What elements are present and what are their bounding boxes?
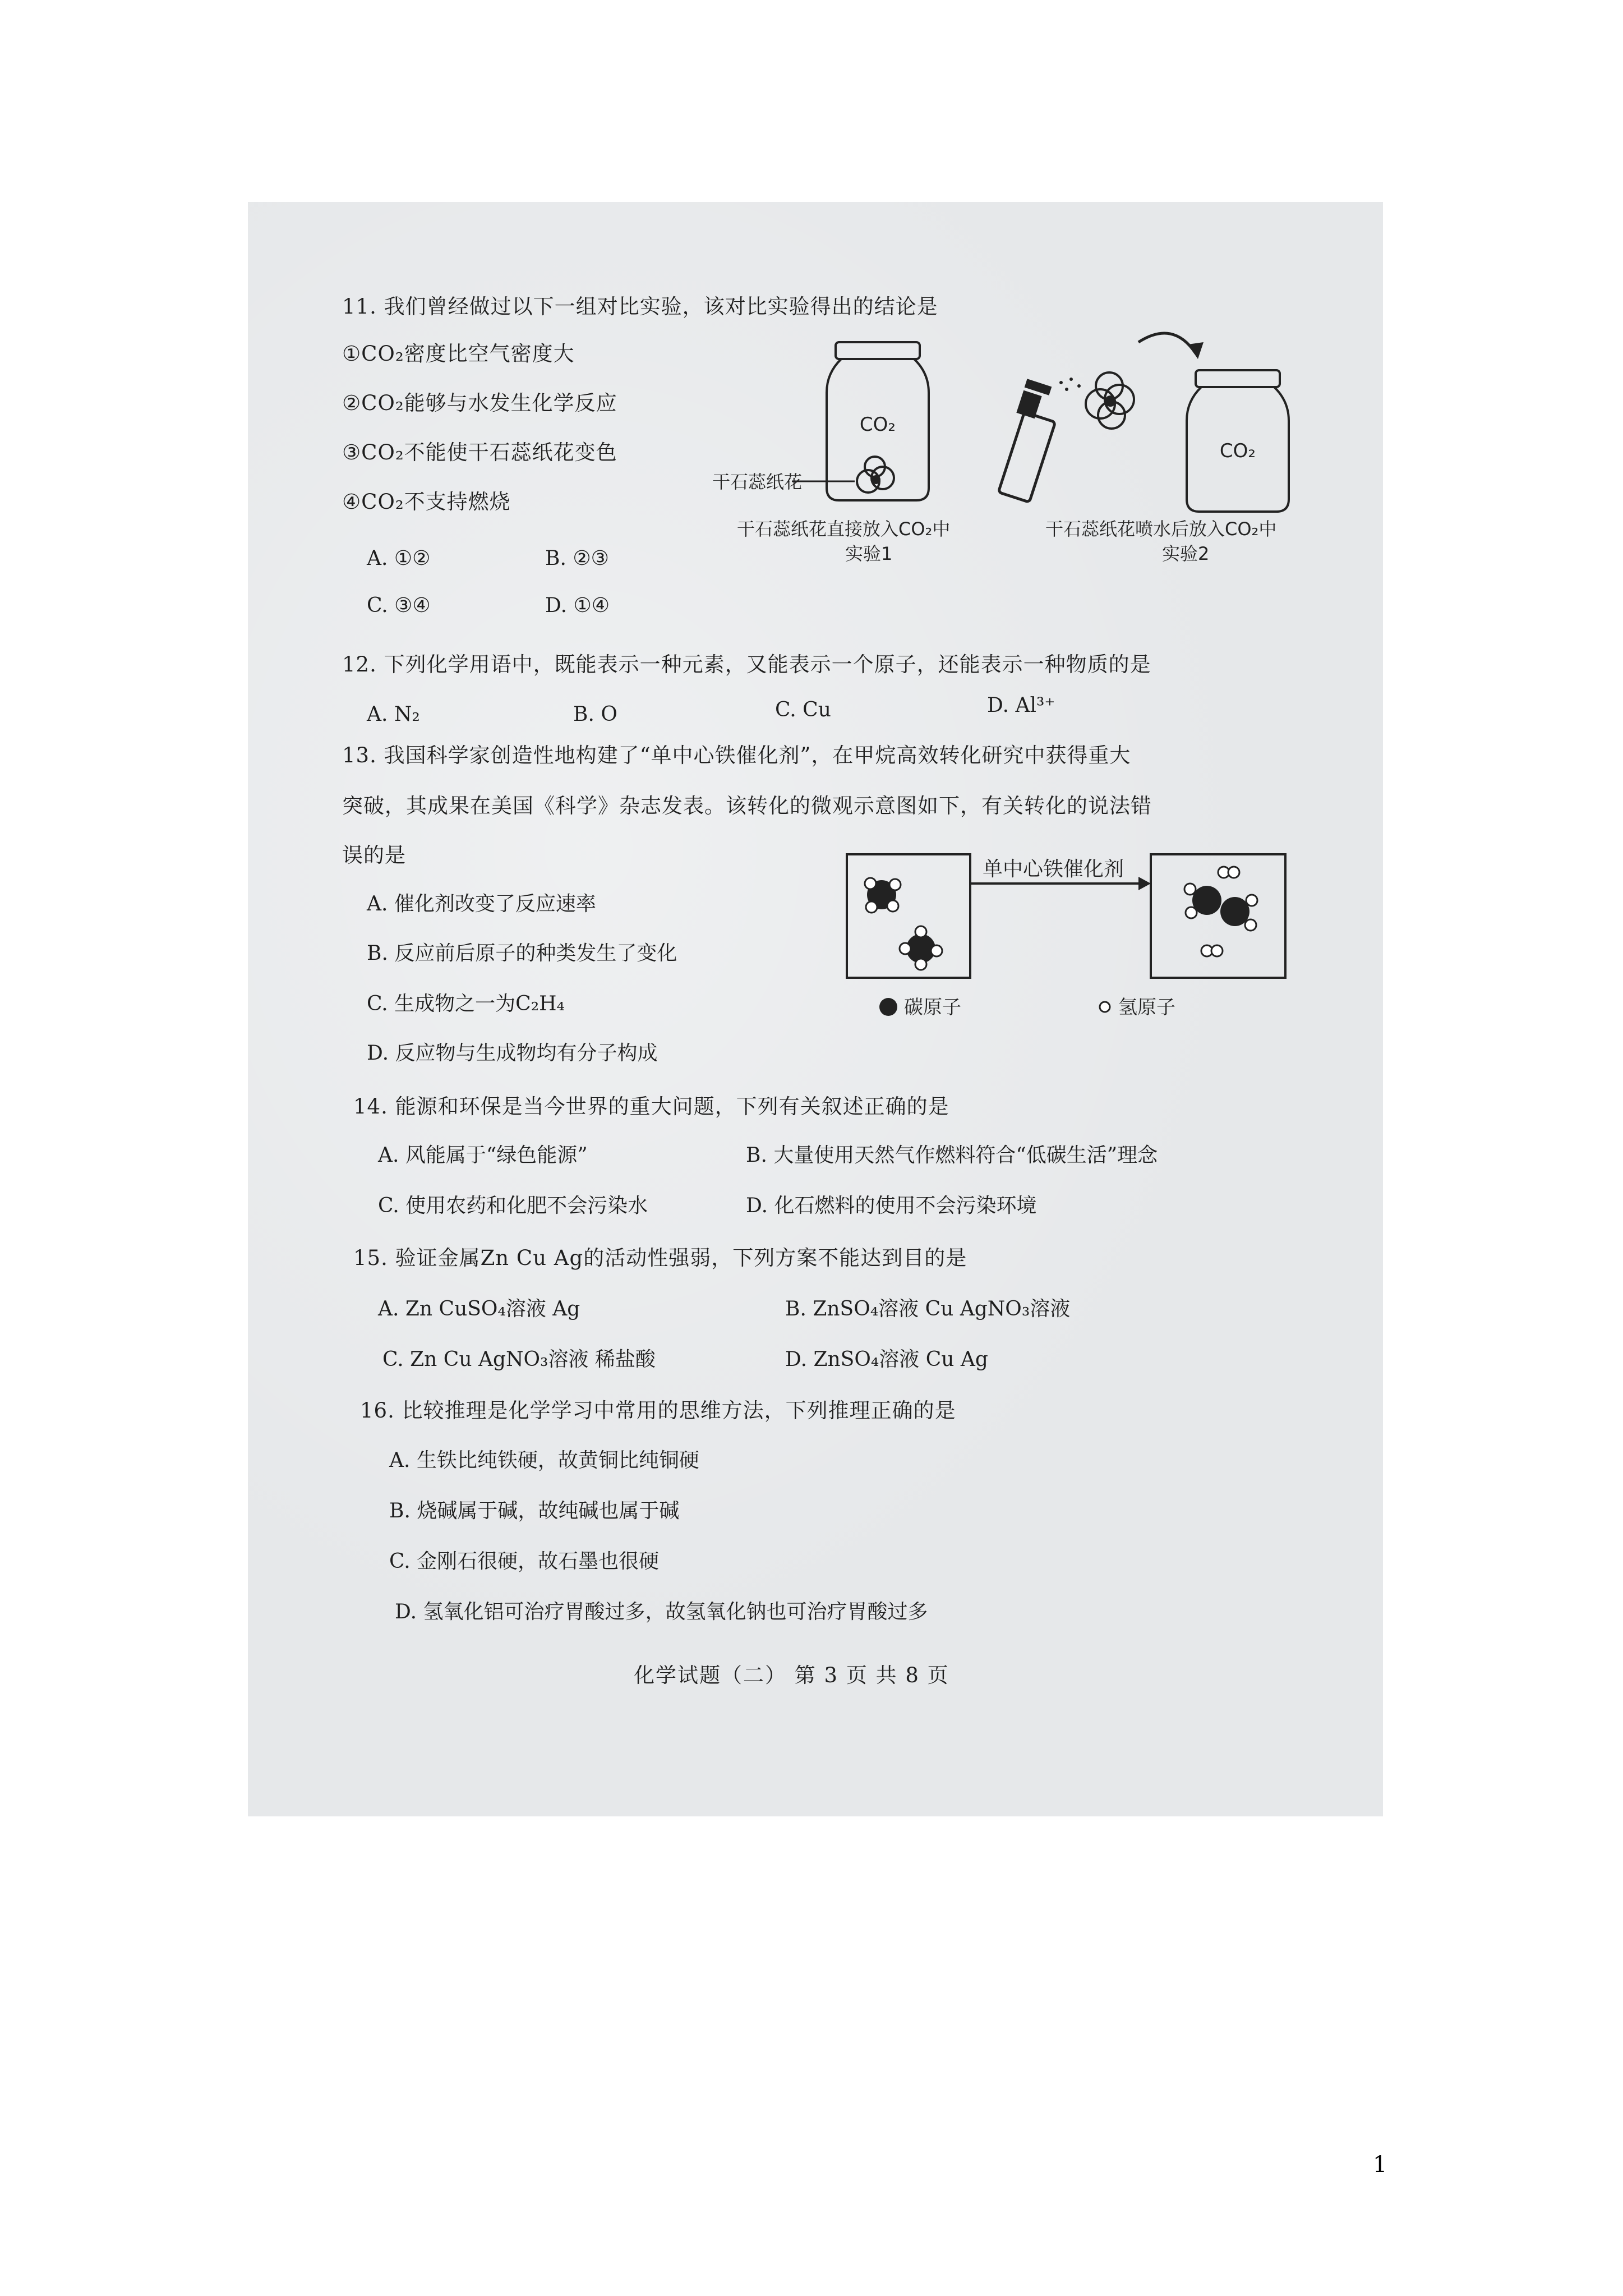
q16-option-c: C. 金刚石很硬，故石墨也很硬 bbox=[389, 1550, 660, 1573]
q11-option-a: A. ①② bbox=[367, 547, 431, 570]
hydrogen-legend-label: 氢原子 bbox=[1118, 996, 1175, 1019]
carbon-atom-legend-icon bbox=[879, 998, 897, 1016]
exp2-caption: 干石蕊纸花喷水后放入CO₂中 bbox=[1045, 518, 1277, 540]
flower-label: 干石蕊纸花 bbox=[712, 471, 803, 493]
q12-option-c: C. Cu bbox=[775, 698, 831, 721]
reactant-box bbox=[847, 854, 970, 978]
methane-molecule-icon bbox=[900, 926, 942, 970]
q14-option-d: D. 化石燃料的使用不会污染环境 bbox=[746, 1194, 1037, 1217]
spray-bottle-icon bbox=[998, 378, 1081, 502]
q11-statement-2: ②CO₂能够与水发生化学反应 bbox=[342, 391, 617, 415]
catalyst-label: 单中心铁催化剂 bbox=[983, 858, 1124, 881]
q12-stem: 12. 下列化学用语中，既能表示一种元素，又能表示一个原子，还能表示一种物质的是 bbox=[342, 652, 1151, 677]
jar1-icon bbox=[827, 342, 929, 500]
q13-option-b: B. 反应前后原子的种类发生了变化 bbox=[367, 942, 677, 965]
q13-stem-line2: 突破，其成果在美国《科学》杂志发表。该转化的微观示意图如下，有关转化的说法错 bbox=[342, 794, 1152, 818]
q13-option-d: D. 反应物与生成物均有分子构成 bbox=[367, 1042, 658, 1065]
q11-statement-4: ④CO₂不支持燃烧 bbox=[342, 490, 511, 514]
q11-statement-1: ①CO₂密度比空气密度大 bbox=[342, 342, 575, 366]
wet-flower-icon bbox=[1086, 372, 1134, 429]
exp2-name: 实验2 bbox=[1162, 543, 1210, 564]
q15-option-d: D. ZnSO₄溶液 Cu Ag bbox=[785, 1348, 988, 1371]
q15-option-c: C. Zn Cu AgNO₃溶液 稀盐酸 bbox=[382, 1348, 656, 1371]
q11-option-c: C. ③④ bbox=[367, 594, 431, 617]
jar2-co2-label: CO₂ bbox=[1219, 440, 1256, 462]
q12-option-d: D. Al³⁺ bbox=[987, 694, 1055, 717]
methane-molecule-icon bbox=[865, 878, 901, 913]
jar1-co2-label: CO₂ bbox=[859, 413, 896, 436]
q11-option-d: D. ①④ bbox=[545, 594, 610, 617]
q13-option-a: A. 催化剂改变了反应速率 bbox=[367, 892, 596, 915]
q16-option-a: A. 生铁比纯铁硬，故黄铜比纯铜硬 bbox=[389, 1449, 699, 1472]
q16-stem: 16. 比较推理是化学学习中常用的思维方法，下列推理正确的是 bbox=[360, 1398, 956, 1423]
bleed-through-text bbox=[1112, 280, 1118, 303]
hydrogen-molecule-icon bbox=[1218, 867, 1239, 878]
hydrogen-molecule-icon bbox=[1201, 945, 1223, 956]
q14-option-c: C. 使用农药和化肥不会污染水 bbox=[378, 1194, 648, 1217]
q13-option-c: C. 生成物之一为C₂H₄ bbox=[367, 992, 565, 1015]
q13-stem-line1: 13. 我国科学家创造性地构建了“单中心铁催化剂”，在甲烷高效转化研究中获得重大 bbox=[342, 743, 1131, 767]
ethylene-molecule-icon bbox=[1184, 884, 1257, 931]
q12-option-a: A. N₂ bbox=[367, 703, 420, 726]
q16-option-b: B. 烧碱属于碱，故纯碱也属于碱 bbox=[389, 1499, 680, 1522]
page-footer: 化学试题（二） 第 3 页 共 8 页 bbox=[634, 1663, 949, 1687]
jar2-icon bbox=[1187, 370, 1289, 512]
q11-experiment-figure bbox=[708, 320, 1353, 567]
flower-in-jar1-icon bbox=[857, 457, 894, 493]
scanned-exam-page bbox=[248, 202, 1383, 1816]
q13-reaction-diagram bbox=[842, 850, 1341, 1024]
q11-statement-3: ③CO₂不能使干石蕊纸花变色 bbox=[342, 440, 617, 464]
q11-option-b: B. ②③ bbox=[545, 547, 609, 570]
carbon-legend-label: 碳原子 bbox=[904, 996, 961, 1019]
q12-option-b: B. O bbox=[573, 703, 617, 726]
hydrogen-atom-legend-icon bbox=[1100, 1002, 1110, 1012]
q15-stem: 15. 验证金属Zn Cu Ag的活动性强弱，下列方案不能达到目的是 bbox=[353, 1246, 967, 1270]
q15-option-b: B. ZnSO₄溶液 Cu AgNO₃溶液 bbox=[785, 1297, 1071, 1320]
q13-stem-line3: 误的是 bbox=[342, 843, 406, 867]
exp1-caption: 干石蕊纸花直接放入CO₂中 bbox=[737, 518, 951, 540]
q11-stem: 11. 我们曾经做过以下一组对比实验，该对比实验得出的结论是 bbox=[342, 295, 938, 319]
q15-option-a: A. Zn CuSO₄溶液 Ag bbox=[378, 1297, 580, 1320]
q14-option-b: B. 大量使用天然气作燃料符合“低碳生活”理念 bbox=[746, 1144, 1158, 1167]
curved-arrow-icon bbox=[1138, 333, 1196, 353]
q16-option-d: D. 氢氧化铝可治疗胃酸过多，故氢氧化钠也可治疗胃酸过多 bbox=[395, 1600, 928, 1623]
exp1-name: 实验1 bbox=[845, 543, 893, 564]
q14-option-a: A. 风能属于“绿色能源” bbox=[378, 1144, 588, 1167]
page-number: 1 bbox=[1373, 2152, 1387, 2178]
q14-stem: 14. 能源和环保是当今世界的重大问题，下列有关叙述正确的是 bbox=[353, 1094, 949, 1119]
